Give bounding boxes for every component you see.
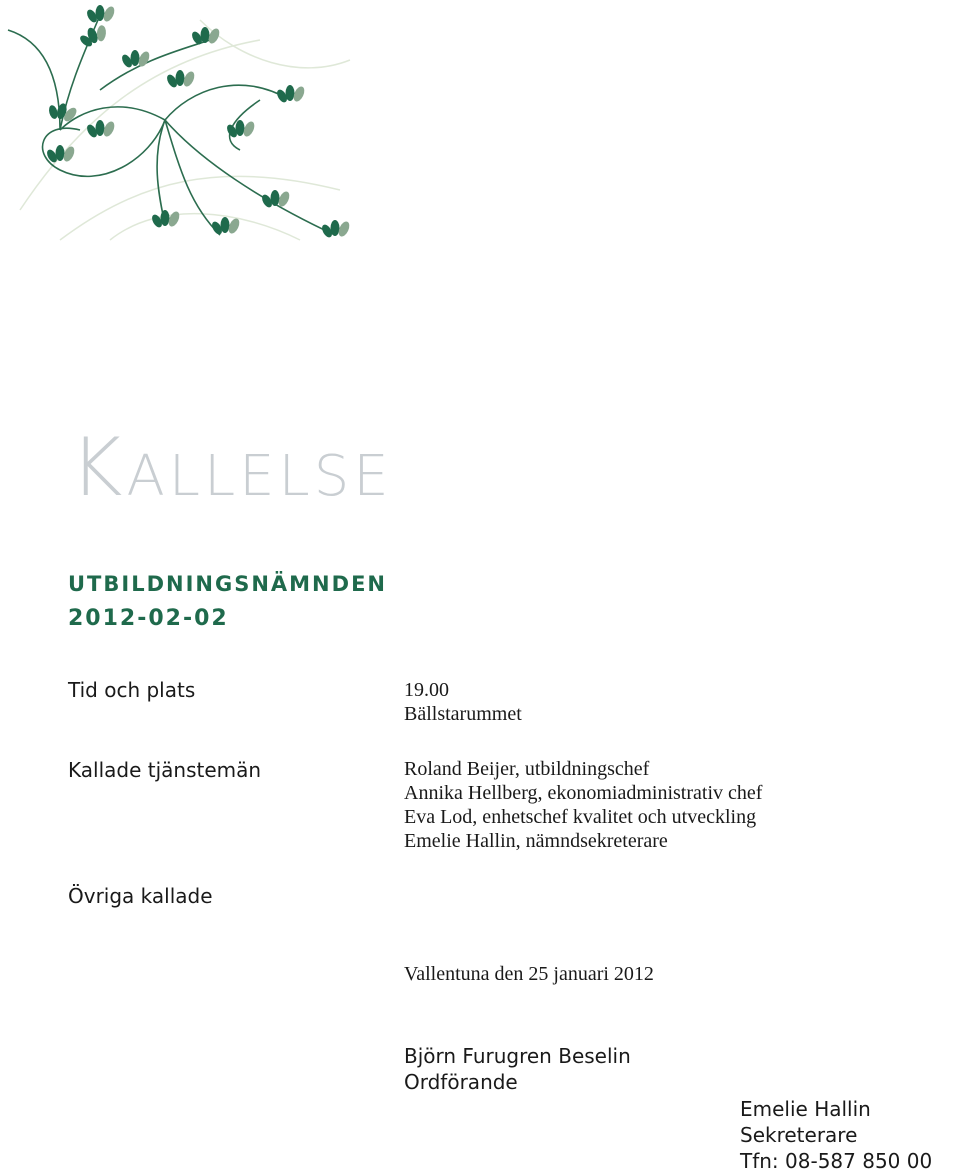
list-item: Eva Lod, enhetschef kvalitet och utveckling: [404, 806, 757, 828]
chair-title: Ordförande: [404, 1070, 518, 1094]
document-title: Kallelse: [70, 421, 393, 514]
secretary-title: Sekreterare: [740, 1123, 858, 1147]
meeting-place: Bällstarummet: [404, 703, 522, 725]
meeting-date: 2012-02-02: [68, 606, 229, 631]
list-item: Annika Hellberg, ekonomiadministrativ chef: [404, 782, 763, 804]
list-item: Roland Beijer, utbildningschef: [404, 758, 650, 780]
others-label: Övriga kallade: [68, 884, 213, 908]
secretary-signature: [740, 1096, 932, 1174]
secretary-name: Emelie Hallin: [740, 1097, 871, 1121]
time-place-label: Tid och plats: [68, 678, 196, 702]
list-item: Emelie Hallin, nämndsekreterare: [404, 830, 668, 852]
chair-name: Björn Furugren Beselin: [404, 1044, 631, 1068]
secretary-phone: Tfn: 08-587 850 00: [740, 1149, 933, 1173]
officials-label: Kallade tjänstemän: [68, 758, 262, 782]
meeting-time: 19.00: [404, 679, 449, 701]
chair-signature: [404, 1043, 631, 1095]
time-place-block: [404, 678, 522, 726]
officials-list: [404, 757, 762, 853]
organization-name: UTBILDNINGSNÄMNDEN: [68, 572, 387, 596]
place-date-line: Vallentuna den 25 januari 2012: [404, 963, 654, 985]
leaf-branch-icon: [0, 0, 370, 260]
